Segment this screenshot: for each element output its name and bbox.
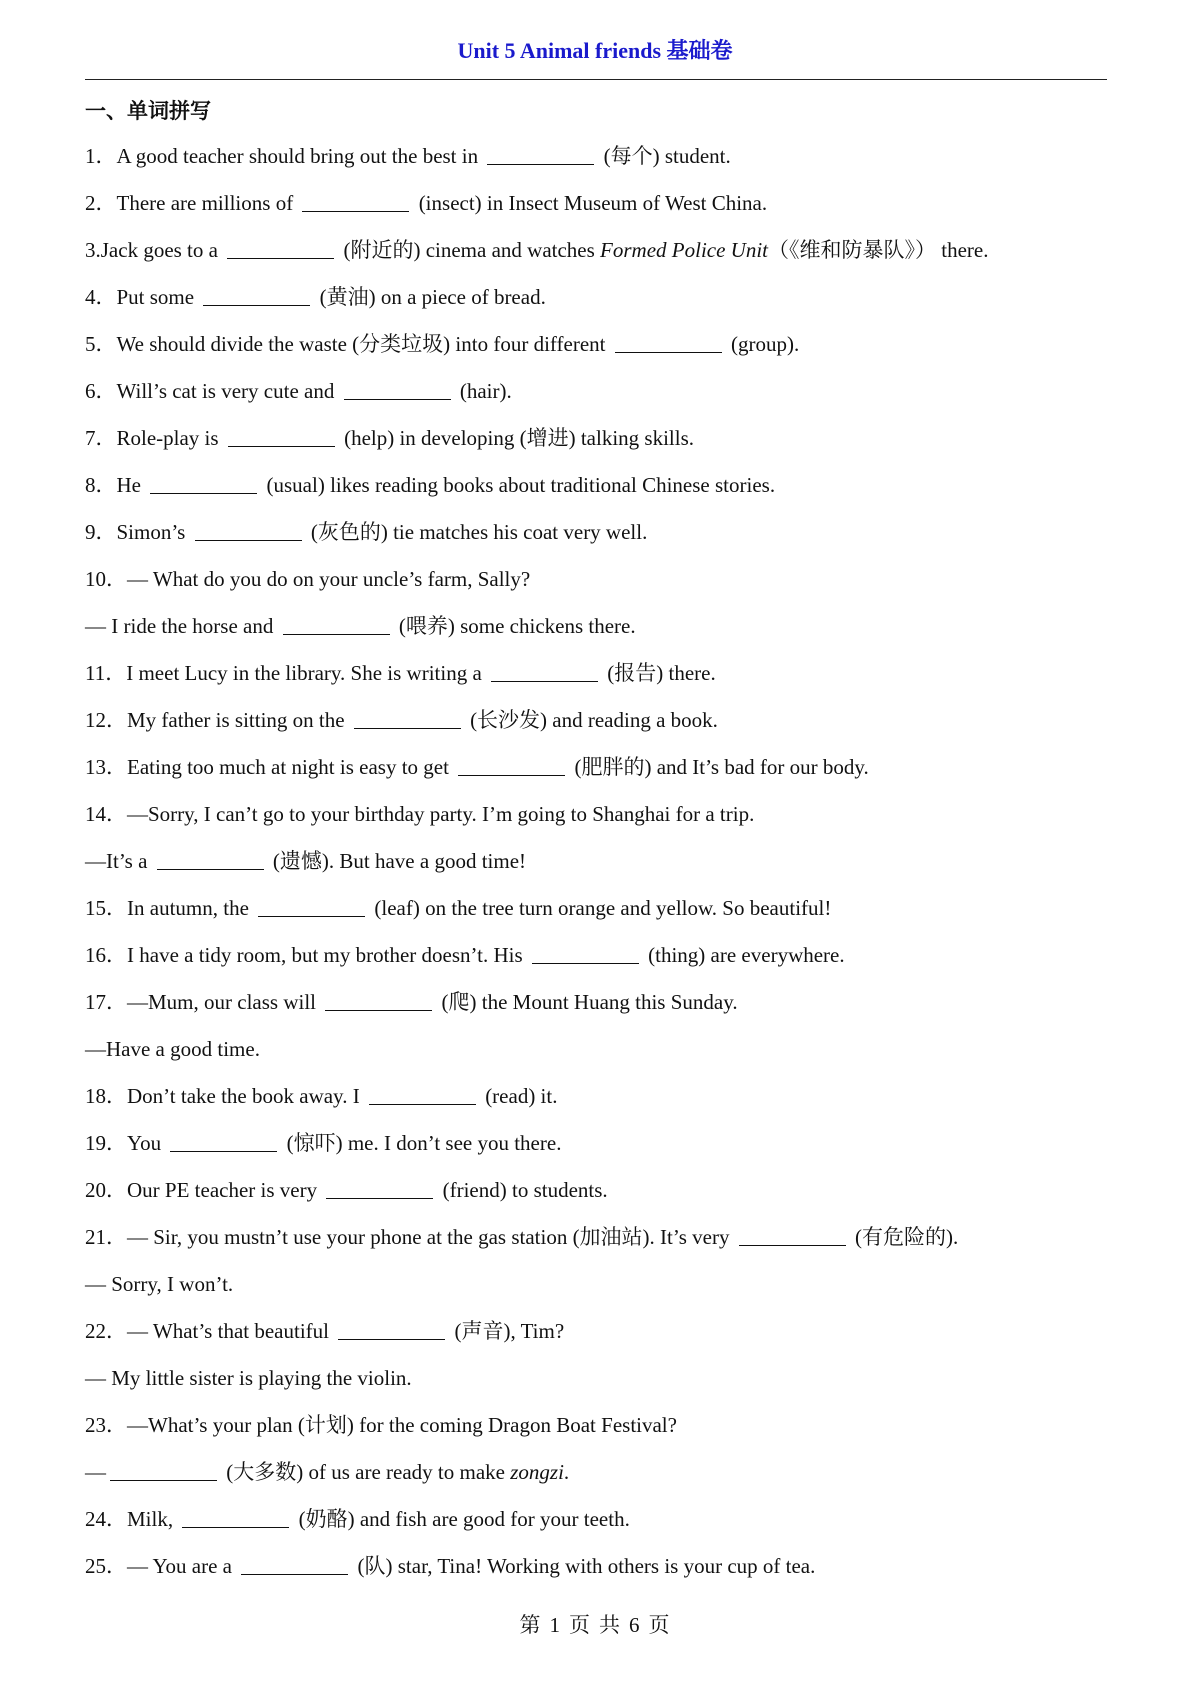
- question-text: — Sir, you mustn’t use your phone at the gas station (加油站). It’s very: [127, 1225, 735, 1249]
- question-number: 4．: [85, 285, 117, 309]
- question-number: 7．: [85, 426, 117, 450]
- question-text: (报告) there.: [602, 661, 716, 685]
- answer-blank[interactable]: [338, 1321, 445, 1340]
- question-line: [85, 843, 1125, 890]
- question-text: I meet Lucy in the library. She is writing a: [126, 661, 488, 685]
- question-line: [85, 279, 1125, 326]
- question-line: [85, 561, 1125, 608]
- answer-blank[interactable]: [228, 428, 335, 447]
- title-divider: [85, 79, 1107, 80]
- question-number: 19．: [85, 1131, 127, 1155]
- question-text: There are millions of: [116, 191, 299, 215]
- question-line: [85, 1031, 1125, 1078]
- question-number: 21．: [85, 1225, 127, 1249]
- question-number: 13．: [85, 755, 127, 779]
- question-text: (惊吓) me. I don’t see you there.: [281, 1131, 562, 1155]
- question-number: 8．: [85, 473, 117, 497]
- section-heading: 一、单词拼写: [85, 99, 211, 123]
- answer-blank[interactable]: [326, 1180, 433, 1199]
- answer-blank[interactable]: [195, 522, 302, 541]
- question-text: Our PE teacher is very: [127, 1178, 323, 1202]
- question-text: (thing) are everywhere.: [642, 943, 845, 967]
- question-text: (friend) to students.: [437, 1178, 608, 1202]
- question-line: [85, 1313, 1125, 1360]
- question-line: [85, 1360, 1125, 1407]
- question-number: 22．: [85, 1319, 127, 1343]
- question-text: (奶酪) and fish are good for your teeth.: [293, 1507, 630, 1531]
- question-line: [85, 185, 1125, 232]
- question-number: 5．: [85, 332, 117, 356]
- answer-blank[interactable]: [157, 851, 264, 870]
- question-line: [85, 1078, 1125, 1125]
- page-number: 1: [549, 1613, 561, 1637]
- question-number: 24．: [85, 1507, 127, 1531]
- question-text: He: [116, 473, 147, 497]
- page-footer: [0, 1609, 1190, 1639]
- question-number: 18．: [85, 1084, 127, 1108]
- question-line: [85, 1266, 1125, 1313]
- question-line: [85, 467, 1125, 514]
- question-text: Milk,: [127, 1507, 179, 1531]
- answer-blank[interactable]: [369, 1086, 476, 1105]
- question-text: A good teacher should bring out the best in: [116, 144, 484, 168]
- question-text: Eating too much at night is easy to get: [127, 755, 455, 779]
- question-text: (灰色的) tie matches his coat very well.: [305, 520, 648, 544]
- answer-blank[interactable]: [615, 334, 722, 353]
- question-number: 15．: [85, 896, 127, 920]
- question-text: —It’s a: [85, 849, 153, 873]
- answer-blank[interactable]: [458, 757, 565, 776]
- question-number: 3.: [85, 238, 101, 262]
- question-text: — Sorry, I won’t.: [85, 1272, 234, 1296]
- question-text: Put some: [116, 285, 200, 309]
- footer-word: 页: [648, 1613, 671, 1637]
- question-text: (大多数) of us are ready to make: [221, 1460, 511, 1484]
- question-text: I have a tidy room, but my brother doesn’t. His: [127, 943, 528, 967]
- question-number: 10．: [85, 567, 127, 591]
- question-line: [85, 937, 1125, 984]
- answer-blank[interactable]: [258, 898, 365, 917]
- answer-blank[interactable]: [150, 475, 257, 494]
- answer-blank[interactable]: [241, 1556, 348, 1575]
- question-line: [85, 420, 1125, 467]
- answer-blank[interactable]: [344, 381, 451, 400]
- question-text: (help) in developing (增进) talking skills.: [338, 426, 695, 450]
- question-text: (喂养) some chickens there.: [393, 614, 636, 638]
- answer-blank[interactable]: [354, 710, 461, 729]
- question-text: In autumn, the: [127, 896, 255, 920]
- question-text: — You are a: [127, 1554, 238, 1578]
- question-line: [85, 1548, 1125, 1595]
- question-text: (hair).: [454, 379, 512, 403]
- question-text: (leaf) on the tree turn orange and yellow. So beautiful!: [369, 896, 832, 920]
- question-text: (每个) student.: [598, 144, 731, 168]
- question-list: [85, 138, 1125, 1595]
- question-number: 25．: [85, 1554, 127, 1578]
- question-line: [85, 702, 1125, 749]
- question-number: 23．: [85, 1413, 127, 1437]
- question-text: — My little sister is playing the violin.: [85, 1366, 412, 1390]
- question-line: [85, 514, 1125, 561]
- page-total: 6: [629, 1613, 641, 1637]
- answer-blank[interactable]: [170, 1133, 277, 1152]
- question-number: 12．: [85, 708, 127, 732]
- answer-blank[interactable]: [110, 1462, 217, 1481]
- question-text: —What’s your plan (计划) for the coming Dragon Boat Festival?: [127, 1413, 677, 1437]
- answer-blank[interactable]: [532, 945, 639, 964]
- question-line: [85, 373, 1125, 420]
- question-line: [85, 890, 1125, 937]
- question-text: (爬) the Mount Huang this Sunday.: [436, 990, 738, 1014]
- question-line: [85, 1219, 1125, 1266]
- question-text: (insect) in Insect Museum of West China.: [413, 191, 768, 215]
- answer-blank[interactable]: [227, 240, 334, 259]
- question-line: [85, 1454, 1125, 1501]
- question-number: 1．: [85, 144, 117, 168]
- question-text: — I ride the horse and: [85, 614, 279, 638]
- footer-word: 页: [569, 1613, 591, 1637]
- question-text: —Have a good time.: [85, 1037, 260, 1061]
- question-line: [85, 232, 1125, 279]
- question-text: Role-play is: [116, 426, 224, 450]
- answer-blank[interactable]: [325, 992, 432, 1011]
- question-number: 9．: [85, 520, 117, 544]
- question-text: (黄油) on a piece of bread.: [314, 285, 546, 309]
- question-number: 20．: [85, 1178, 127, 1202]
- question-text: We should divide the waste (分类垃圾) into four different: [116, 332, 611, 356]
- answer-blank[interactable]: [487, 146, 594, 165]
- answer-blank[interactable]: [203, 287, 310, 306]
- question-text: (肥胖的) and It’s bad for our body.: [569, 755, 869, 779]
- question-text: —: [85, 1460, 106, 1484]
- question-line: [85, 655, 1125, 702]
- question-text: (read) it.: [479, 1084, 558, 1108]
- question-line: [85, 1172, 1125, 1219]
- question-line: [85, 1125, 1125, 1172]
- answer-blank[interactable]: [182, 1509, 289, 1528]
- question-number: 11．: [85, 661, 127, 685]
- question-text: You: [127, 1131, 167, 1155]
- question-text: Will’s cat is very cute and: [116, 379, 340, 403]
- question-text: Don’t take the book away. I: [127, 1084, 365, 1108]
- question-text: — What’s that beautiful: [127, 1319, 335, 1343]
- question-text: (遗憾). But have a good time!: [267, 849, 527, 873]
- question-number: 17．: [85, 990, 127, 1014]
- document-title: Unit 5 Animal friends 基础卷: [457, 38, 733, 63]
- question-number: 2．: [85, 191, 117, 215]
- question-text: (usual) likes reading books about traditional Chinese stories.: [261, 473, 776, 497]
- question-text: Jack goes to a: [100, 238, 224, 262]
- answer-blank[interactable]: [302, 193, 409, 212]
- question-text: (长沙发) and reading a book.: [464, 708, 718, 732]
- question-text: —Sorry, I can’t go to your birthday party. I’m going to Shanghai for a trip.: [127, 802, 755, 826]
- question-text: Simon’s: [116, 520, 191, 544]
- question-text: — What do you do on your uncle’s farm, Sally?: [127, 567, 531, 591]
- question-number: 14．: [85, 802, 127, 826]
- question-line: [85, 326, 1125, 373]
- footer-word: 第: [519, 1613, 542, 1637]
- question-text: (队) star, Tina! Working with others is your cup of tea.: [352, 1554, 816, 1578]
- question-line: [85, 796, 1125, 843]
- question-number: 6．: [85, 379, 117, 403]
- question-text: (group).: [725, 332, 800, 356]
- italic-title: zongzi: [510, 1460, 564, 1484]
- question-text: —Mum, our class will: [127, 990, 322, 1014]
- italic-title: Formed Police Unit: [600, 238, 769, 262]
- question-line: [85, 984, 1125, 1031]
- question-text: (附近的) cinema and watches: [338, 238, 601, 262]
- answer-blank[interactable]: [283, 616, 390, 635]
- answer-blank[interactable]: [491, 663, 598, 682]
- question-number: 16．: [85, 943, 127, 967]
- answer-blank[interactable]: [739, 1227, 846, 1246]
- question-line: [85, 138, 1125, 185]
- question-text: .: [563, 1460, 570, 1484]
- question-line: [85, 1501, 1125, 1548]
- footer-word: 共: [599, 1613, 621, 1637]
- question-text: (声音), Tim?: [449, 1319, 565, 1343]
- question-line: [85, 1407, 1125, 1454]
- question-text: (有危险的).: [849, 1225, 959, 1249]
- question-line: [85, 749, 1125, 796]
- question-line: [85, 608, 1125, 655]
- question-text: （《维和防暴队》） there.: [768, 238, 989, 262]
- question-text: My father is sitting on the: [127, 708, 350, 732]
